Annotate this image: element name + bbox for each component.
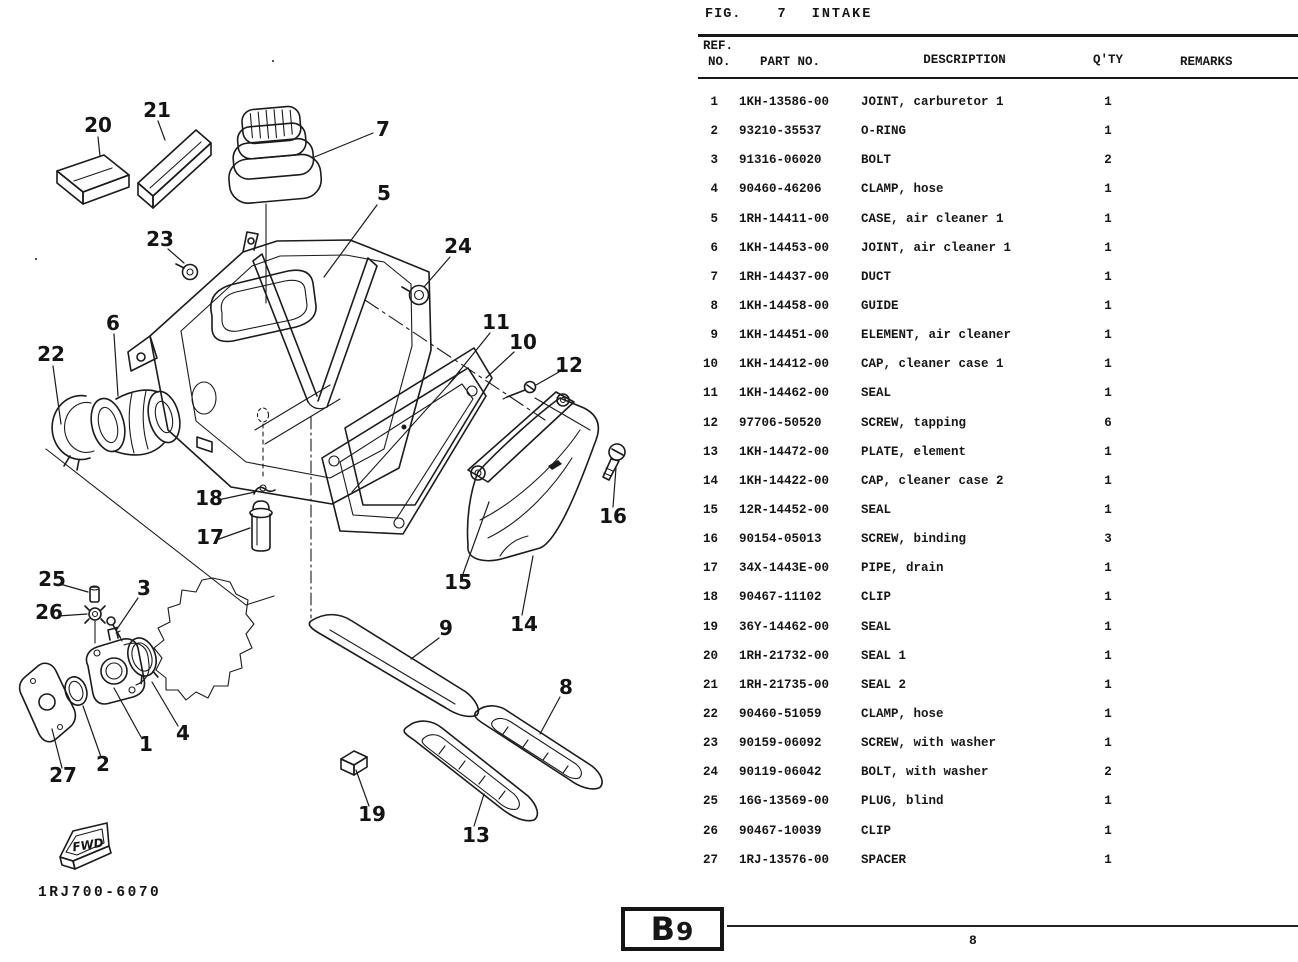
part-qty: 2 — [1104, 153, 1112, 168]
part-no: 36Y-14462-00 — [739, 619, 830, 634]
part-no: 16G-13569-00 — [739, 794, 830, 809]
part-oring — [62, 674, 91, 708]
part-remarks — [1148, 379, 1298, 408]
callout-18: 18 — [195, 486, 223, 510]
part-remarks — [1148, 292, 1298, 321]
callout-20: 20 — [84, 113, 112, 137]
part-seal-2 — [138, 130, 211, 208]
part-remarks — [1148, 496, 1298, 525]
part-remarks — [1148, 787, 1298, 816]
part-description: BOLT, with washer — [861, 765, 989, 780]
ref-no: 14 — [702, 473, 718, 488]
part-description: CLAMP, hose — [861, 706, 944, 721]
part-clip — [254, 408, 275, 494]
table-row — [698, 88, 1298, 117]
part-description: CAP, cleaner case 2 — [861, 473, 1004, 488]
leader-lines — [52, 121, 616, 826]
ref-no: 2 — [710, 124, 718, 139]
part-description: SEAL — [861, 619, 892, 634]
part-qty: 1 — [1104, 473, 1112, 488]
part-no: 34X-1443E-00 — [739, 561, 830, 576]
part-screw-binding — [603, 444, 625, 480]
part-description: CLAMP, hose — [861, 182, 944, 197]
ref-no: 21 — [702, 677, 718, 692]
callout-12: 12 — [555, 353, 583, 377]
ref-no: 9 — [710, 328, 718, 343]
figure-title — [705, 7, 872, 22]
ref-no: 19 — [702, 619, 718, 634]
part-seal-1 — [57, 155, 129, 204]
part-qty: 1 — [1104, 240, 1112, 255]
part-remarks — [1148, 467, 1298, 496]
part-qty: 1 — [1104, 298, 1112, 313]
table-row — [698, 729, 1298, 758]
ref-no: 26 — [702, 823, 718, 838]
part-qty: 6 — [1104, 415, 1112, 430]
part-description: SEAL — [861, 386, 892, 401]
part-description: SCREW, binding — [861, 532, 967, 547]
part-clip-2 — [85, 606, 105, 643]
part-qty: 1 — [1104, 269, 1112, 284]
part-no: 1KH-14458-00 — [739, 298, 830, 313]
part-qty: 1 — [1104, 648, 1112, 663]
part-qty: 1 — [1104, 386, 1112, 401]
part-remarks — [1148, 525, 1298, 554]
callout-25: 25 — [38, 567, 66, 591]
ref-no: 4 — [710, 182, 718, 197]
ref-no: 13 — [702, 444, 718, 459]
table-row — [698, 642, 1298, 671]
table-row — [698, 321, 1298, 350]
header-remarks: REMARKS — [1180, 55, 1233, 69]
part-remarks — [1148, 846, 1298, 875]
callout-7: 7 — [376, 117, 390, 141]
part-description: SEAL 1 — [861, 648, 907, 663]
callout-17: 17 — [196, 525, 224, 549]
part-qty: 1 — [1104, 706, 1112, 721]
part-remarks — [1148, 671, 1298, 700]
table-header-rule — [698, 77, 1298, 79]
table-row — [698, 525, 1298, 554]
table-row — [698, 496, 1298, 525]
part-no: 1KH-14453-00 — [739, 240, 830, 255]
part-remarks — [1148, 234, 1298, 263]
part-no: 1RH-14411-00 — [739, 211, 830, 226]
callout-4: 4 — [176, 721, 190, 745]
part-description: JOINT, air cleaner 1 — [861, 240, 1012, 255]
ref-no: 16 — [702, 532, 718, 547]
table-top-rule — [698, 34, 1298, 37]
part-remarks — [1148, 758, 1298, 787]
part-remarks — [1148, 88, 1298, 117]
part-description: SCREW, with washer — [861, 736, 997, 751]
table-row — [698, 409, 1298, 438]
part-remarks — [1148, 817, 1298, 846]
footer-rule — [727, 925, 1298, 927]
part-no: 1RH-21732-00 — [739, 648, 830, 663]
ref-no: 15 — [702, 502, 718, 517]
table-row — [698, 438, 1298, 467]
ref-no: 18 — [702, 590, 718, 605]
part-description: PLATE, element — [861, 444, 967, 459]
part-pipe-drain — [250, 501, 272, 551]
table-row — [698, 350, 1298, 379]
part-remarks — [1148, 146, 1298, 175]
part-qty: 1 — [1104, 211, 1112, 226]
callout-14: 14 — [510, 612, 538, 636]
part-remarks — [1148, 175, 1298, 204]
ref-no: 17 — [702, 561, 718, 576]
part-no: 90154-05013 — [739, 532, 822, 547]
callout-labels — [35, 98, 627, 847]
part-spacer — [20, 663, 76, 741]
part-description: PLUG, blind — [861, 794, 944, 809]
part-description: CLIP — [861, 823, 892, 838]
part-qty: 1 — [1104, 736, 1112, 751]
section-code-badge: B9 — [621, 907, 724, 951]
part-description: SPACER — [861, 852, 907, 867]
part-no: 91316-06020 — [739, 153, 822, 168]
part-no: 1RH-21735-00 — [739, 677, 830, 692]
part-qty: 1 — [1104, 852, 1112, 867]
part-no: 1KH-14472-00 — [739, 444, 830, 459]
part-description: SEAL — [861, 502, 892, 517]
table-row — [698, 205, 1298, 234]
part-qty: 1 — [1104, 590, 1112, 605]
part-no: 90460-51059 — [739, 706, 822, 721]
header-no: NO. — [708, 55, 731, 69]
table-row — [698, 817, 1298, 846]
ref-no: 22 — [702, 706, 718, 721]
ref-no: 23 — [702, 736, 718, 751]
part-no: 1KH-14412-00 — [739, 357, 830, 372]
table-row — [698, 175, 1298, 204]
part-qty: 1 — [1104, 124, 1112, 139]
part-remarks — [1148, 321, 1298, 350]
table-row — [698, 846, 1298, 875]
figure-label: FIG. — [705, 7, 742, 22]
part-description: SCREW, tapping — [861, 415, 967, 430]
part-description: CAP, cleaner case 1 — [861, 357, 1004, 372]
part-no: 1KH-13586-00 — [739, 95, 830, 109]
part-guide — [475, 706, 602, 789]
part-joint-carburetor — [86, 628, 149, 704]
callout-8: 8 — [559, 675, 573, 699]
callout-19: 19 — [358, 802, 386, 826]
part-qty: 1 — [1104, 502, 1112, 517]
part-qty: 1 — [1104, 619, 1112, 634]
part-remarks — [1148, 729, 1298, 758]
part-remarks — [1148, 117, 1298, 146]
ref-no: 20 — [702, 648, 718, 663]
part-plug-blind — [90, 586, 99, 602]
header-part-no: PART NO. — [760, 55, 821, 69]
table-row — [698, 787, 1298, 816]
part-qty: 2 — [1104, 765, 1112, 780]
ref-no: 5 — [710, 211, 718, 226]
part-remarks — [1148, 438, 1298, 467]
callout-23: 23 — [146, 227, 174, 251]
part-remarks — [1148, 583, 1298, 612]
part-description: DUCT — [861, 269, 892, 284]
table-row — [698, 146, 1298, 175]
ref-no: 27 — [702, 852, 718, 867]
part-description: O-RING — [861, 124, 907, 139]
page-number: 8 — [969, 933, 977, 948]
callout-26: 26 — [35, 600, 63, 624]
ref-no: 24 — [702, 765, 718, 780]
callout-1: 1 — [139, 732, 153, 756]
ref-no: 10 — [702, 357, 718, 372]
table-row — [698, 234, 1298, 263]
callout-3: 3 — [137, 576, 151, 600]
callout-24: 24 — [444, 234, 472, 258]
part-bolt-washer — [402, 286, 429, 305]
part-qty: 1 — [1104, 95, 1112, 109]
table-row — [698, 671, 1298, 700]
part-no: 90460-46206 — [739, 182, 822, 197]
part-no: 1KH-14462-00 — [739, 386, 830, 401]
part-qty: 1 — [1104, 357, 1112, 372]
part-no: 1RH-14437-00 — [739, 269, 830, 284]
part-no: 90119-06042 — [739, 765, 822, 780]
part-description: ELEMENT, air cleaner — [861, 328, 1012, 343]
callout-21: 21 — [143, 98, 171, 122]
part-remarks — [1148, 205, 1298, 234]
part-clamp-hose-1 — [123, 634, 162, 685]
part-qty: 1 — [1104, 677, 1112, 692]
table-row — [698, 758, 1298, 787]
ref-no: 12 — [702, 415, 718, 430]
part-seal-block — [341, 751, 367, 775]
ref-no: 25 — [702, 794, 718, 809]
ref-no: 7 — [710, 269, 718, 284]
ref-no: 3 — [710, 153, 718, 168]
table-row — [698, 467, 1298, 496]
part-no: 1KH-14451-00 — [739, 328, 830, 343]
part-remarks — [1148, 350, 1298, 379]
callout-2: 2 — [96, 752, 110, 776]
part-qty: 1 — [1104, 182, 1112, 197]
ref-no: 8 — [710, 298, 718, 313]
part-remarks — [1148, 613, 1298, 642]
callout-27: 27 — [49, 763, 77, 787]
part-element — [309, 615, 478, 717]
part-no: 1KH-14422-00 — [739, 473, 830, 488]
part-description: PIPE, drain — [861, 561, 944, 576]
part-qty: 1 — [1104, 444, 1112, 459]
part-no: 97706-50520 — [739, 415, 822, 430]
engine-outline — [154, 578, 254, 700]
header-ref: REF. — [703, 39, 734, 53]
table-row — [698, 583, 1298, 612]
part-description: SEAL 2 — [861, 677, 907, 692]
part-qty: 1 — [1104, 794, 1112, 809]
ref-no: 11 — [702, 386, 718, 401]
figure-name: INTAKE — [811, 7, 873, 22]
part-cap-cleaner-case-2 — [467, 398, 598, 561]
part-seal-cover — [468, 392, 574, 482]
callout-5: 5 — [377, 181, 391, 205]
table-row — [698, 117, 1298, 146]
part-description: GUIDE — [861, 298, 899, 313]
part-qty: 3 — [1104, 532, 1112, 547]
callout-11: 11 — [482, 310, 510, 334]
part-no: 90467-11102 — [739, 590, 822, 605]
part-remarks — [1148, 263, 1298, 292]
fwd-label: FWD — [71, 835, 105, 855]
callout-10: 10 — [509, 330, 537, 354]
part-no: 93210-35537 — [739, 124, 822, 139]
callout-15: 15 — [444, 570, 472, 594]
part-screw-tapping — [503, 382, 536, 400]
table-row — [698, 613, 1298, 642]
part-description: CASE, air cleaner 1 — [861, 211, 1004, 226]
drawing-number: 1RJ700-6070 — [38, 885, 162, 901]
part-description: BOLT — [861, 153, 892, 168]
part-qty: 1 — [1104, 561, 1112, 576]
part-remarks — [1148, 700, 1298, 729]
header-qty: Q'TY — [1092, 53, 1123, 67]
callout-16: 16 — [599, 504, 627, 528]
callout-22: 22 — [37, 342, 65, 366]
part-screw-washer — [176, 264, 198, 280]
table-body — [698, 88, 1298, 875]
part-no: 90467-10039 — [739, 823, 822, 838]
part-duct — [223, 104, 323, 205]
figure-number: 7 — [777, 7, 787, 22]
part-joint-air-cleaner — [86, 388, 185, 455]
callout-13: 13 — [462, 823, 490, 847]
part-description: CLIP — [861, 590, 892, 605]
part-description: JOINT, carburetor 1 — [861, 95, 1004, 109]
part-qty: 1 — [1104, 823, 1112, 838]
callout-9: 9 — [439, 616, 453, 640]
part-no: 1RJ-13576-00 — [739, 852, 830, 867]
part-case — [128, 232, 431, 504]
table-row — [698, 292, 1298, 321]
table-row — [698, 700, 1298, 729]
part-no: 90159-06092 — [739, 736, 822, 751]
part-remarks — [1148, 409, 1298, 438]
part-plate-element — [404, 721, 537, 821]
table-row — [698, 554, 1298, 583]
table-row — [698, 379, 1298, 408]
part-remarks — [1148, 554, 1298, 583]
header-description: DESCRIPTION — [923, 53, 1006, 67]
fwd-arrow-icon — [60, 823, 111, 869]
callout-6: 6 — [106, 311, 120, 335]
part-remarks — [1148, 642, 1298, 671]
part-qty: 1 — [1104, 328, 1112, 343]
ref-no: 1 — [710, 95, 718, 109]
table-row — [698, 263, 1298, 292]
ref-no: 6 — [710, 240, 718, 255]
parts-table — [698, 0, 1298, 905]
part-no: 12R-14452-00 — [739, 502, 830, 517]
